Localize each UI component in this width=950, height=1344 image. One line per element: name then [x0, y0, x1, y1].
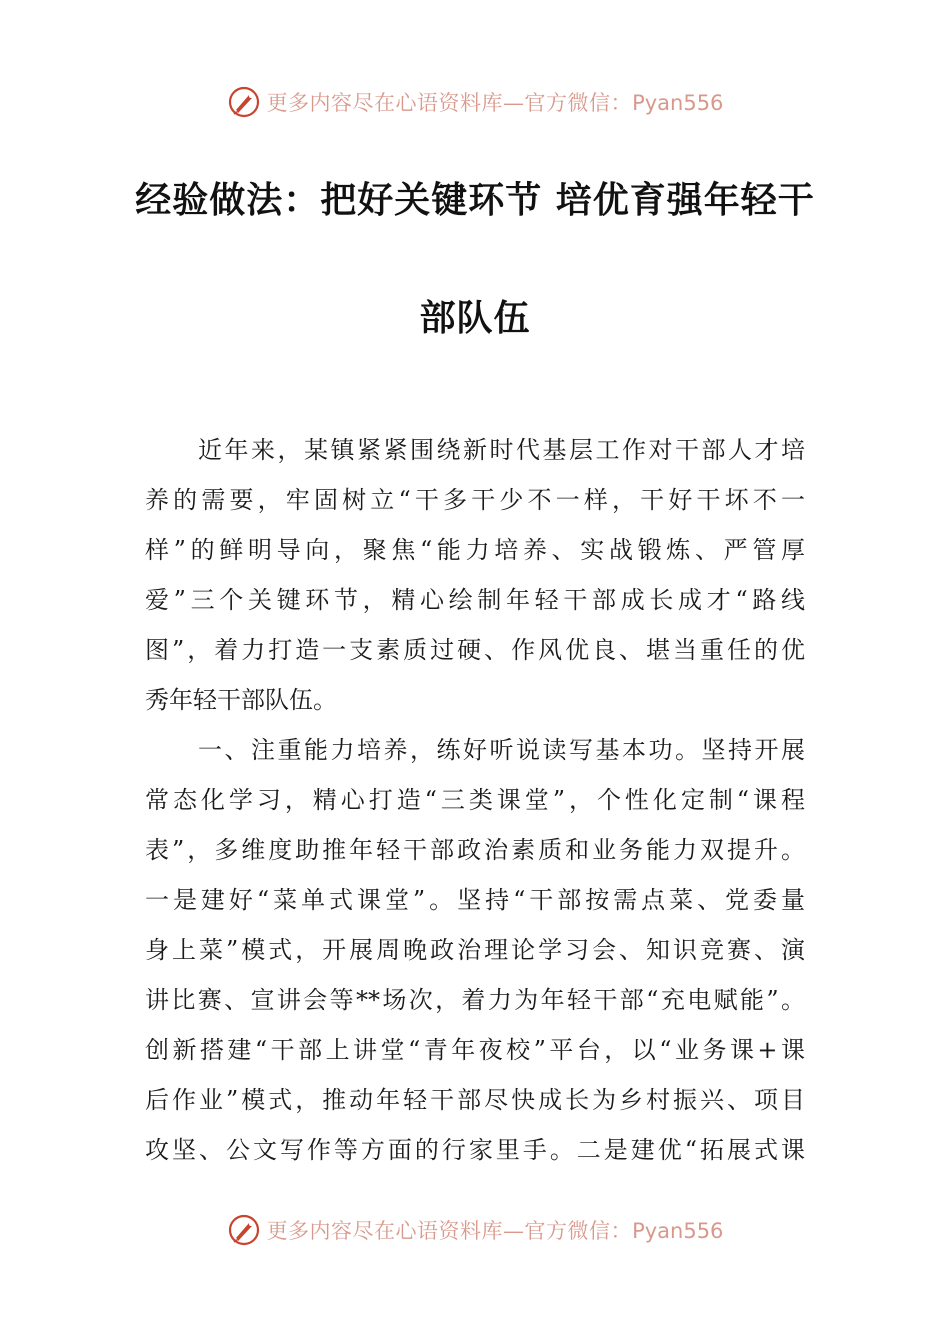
watermark-header — [0, 82, 950, 122]
body-line: 攻坚、公文写作等方面的行家里手。二是建优“拓展式课 — [145, 1136, 805, 1164]
body-line: 养的需要，牢固树立“干多干少不一样，干好干坏不一 — [145, 486, 805, 514]
wechat-id: Pyan556 — [632, 1219, 724, 1243]
watermark-text: 更多内容尽在心语资料库—官方微信：Pyan556 — [266, 1219, 724, 1243]
body-line: 一、注重能力培养，练好听说读写基本功。坚持开展 — [198, 736, 805, 764]
document-title-line-1: 经验做法：把好关键环节 培优育强年轻干 — [135, 180, 815, 221]
document-title-line-2: 部队伍 — [419, 298, 531, 339]
body-line: 近年来，某镇紧紧围绕新时代基层工作对干部人才培 — [198, 436, 805, 464]
body-line: 样”的鲜明导向，聚焦“能力培养、实战锻炼、严管厚 — [145, 536, 805, 564]
body-line: 秀年轻干部队伍。 — [145, 686, 337, 714]
body-line: 常态化学习，精心打造“三类课堂”，个性化定制“课程 — [145, 786, 805, 814]
body-line: 表”，多维度助推年轻干部政治素质和业务能力双提升。 — [145, 836, 805, 864]
watermark-text: 更多内容尽在心语资料库—官方微信：Pyan556 — [266, 91, 724, 115]
pen-circle-icon — [227, 1213, 261, 1247]
body-line: 爱”三个关键环节，精心绘制年轻干部成长成才“路线 — [145, 586, 805, 614]
body-line: 创新搭建“干部上讲堂“青年夜校”平台，以“业务课+课 — [145, 1036, 805, 1064]
pen-circle-icon — [227, 85, 261, 119]
body-line: 后作业”模式，推动年轻干部尽快成长为乡村振兴、项目 — [145, 1086, 805, 1114]
body-line: 身上菜”模式，开展周晚政治理论学习会、知识竞赛、演 — [145, 936, 805, 964]
wechat-id: Pyan556 — [632, 91, 724, 115]
body-line: 讲比赛、宣讲会等**场次，着力为年轻干部“充电赋能”。 — [145, 986, 805, 1014]
body-line: 图”，着力打造一支素质过硬、作风优良、堪当重任的优 — [145, 636, 805, 664]
watermark-footer — [0, 1210, 950, 1250]
body-line: 一是建好“菜单式课堂”。坚持“干部按需点菜、党委量 — [145, 886, 805, 914]
